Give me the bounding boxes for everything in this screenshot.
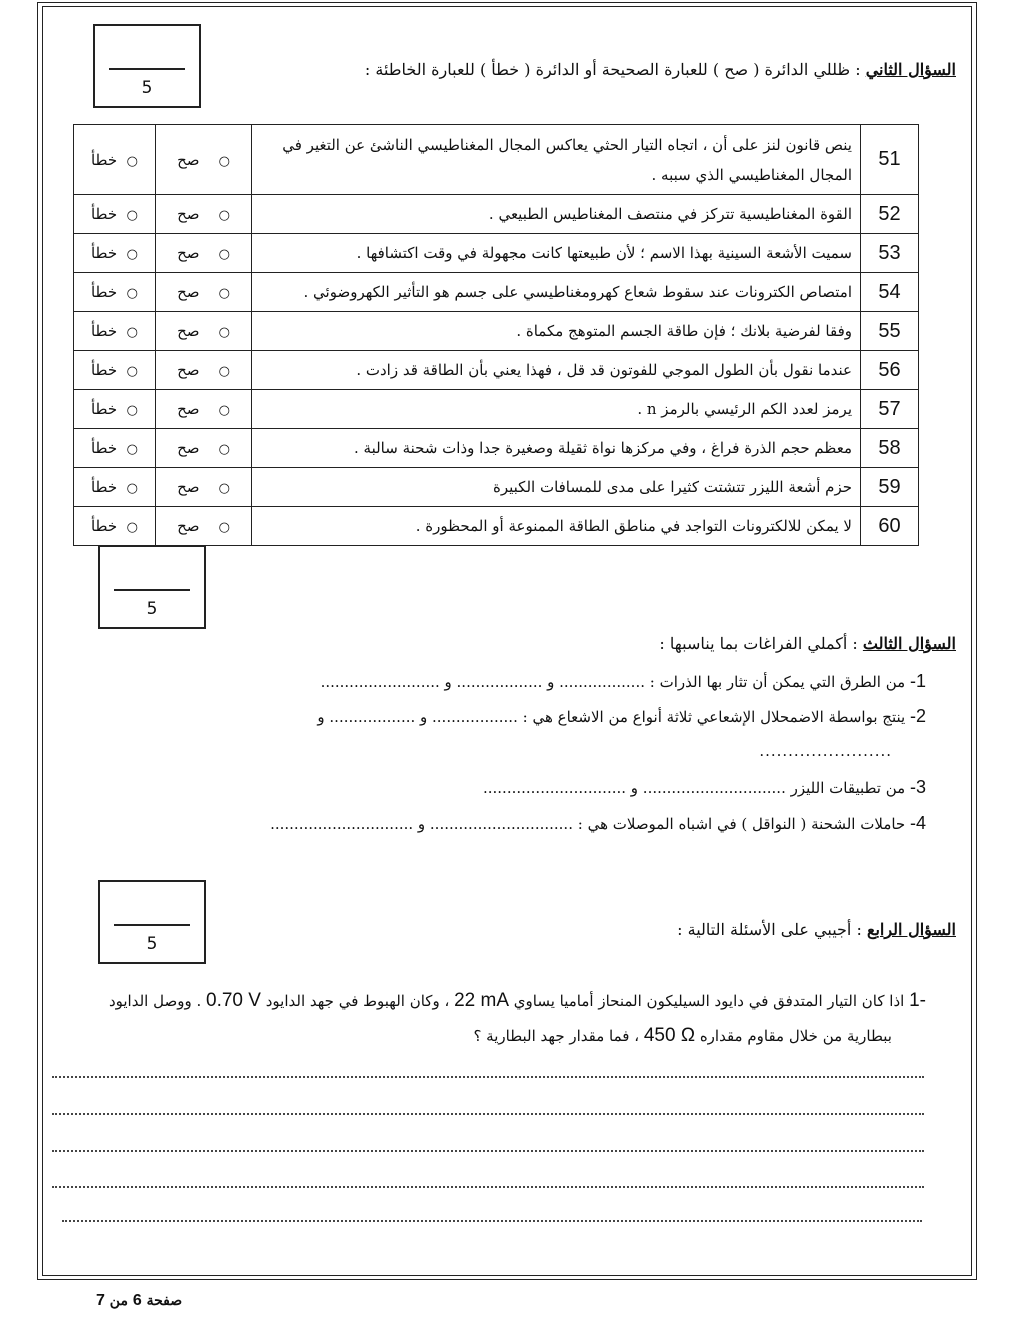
q4-heading [677,920,956,939]
tf-row-number: 59 [861,468,919,507]
tf-row [74,390,919,429]
q3-item-4-blanks[interactable]: .............................. و .............................. [270,815,573,833]
tf-row-statement: القوة المغناطيسية تتركز في منتصف المغناطيس الطبيعي . [252,195,861,234]
true-radio-icon[interactable]: ○ [218,325,230,340]
tf-row-statement: وفقا لفرضية بلانك ؛ فإن طاقة الجسم المتوهج مكماة . [252,312,861,351]
q4-current-value: 22 mA [454,990,510,1011]
answer-line-3[interactable] [52,1150,924,1152]
tf-row [74,273,919,312]
tf-row-number: 51 [861,125,919,195]
false-radio-icon[interactable]: ○ [126,325,139,340]
answer-line-2[interactable] [52,1113,924,1115]
q3-item-2-continuation[interactable] [759,742,892,760]
false-option-label: خطأ [90,361,118,379]
tf-row [74,312,919,351]
q3-item-2 [56,706,926,727]
q4-num: 1- [909,990,926,1011]
false-option-label: خطأ [90,283,118,301]
q3-item-4-text: حاملات الشحنة ( النواقل ) في اشباه الموصلات هي : [577,815,906,833]
q3-item-3 [483,777,926,798]
true-option-label: صح [177,244,200,262]
true-radio-icon[interactable]: ○ [218,442,230,457]
true-radio-icon[interactable]: ○ [218,153,230,169]
true-false-table [73,124,919,546]
false-option-label: خطأ [90,244,118,262]
tf-row-number: 52 [861,195,919,234]
q3-item-1-num: 1- [909,671,926,691]
q3-item-4-num: 4- [909,813,926,833]
q4-text-d: ببطارية من خلال مقاوم مقداره [699,1027,892,1045]
q4-resistance-value: 450 Ω [643,1025,696,1046]
false-option[interactable] [74,125,156,195]
false-option-label: خطأ [90,478,118,496]
q4-score-box[interactable] [98,880,206,964]
true-radio-icon[interactable]: ○ [218,247,230,262]
q2-heading [365,60,956,79]
true-option[interactable] [156,234,252,273]
true-option-label: صح [177,283,200,301]
true-option-label: صح [177,478,200,496]
true-option[interactable] [156,312,252,351]
true-option-label: صح [177,322,200,340]
true-option-label: صح [177,205,200,223]
true-radio-icon[interactable]: ○ [218,208,230,223]
q4-voltage-value: 0.70 V [206,990,261,1011]
true-option[interactable] [156,351,252,390]
true-option[interactable] [156,507,252,546]
tf-row [74,468,919,507]
tf-row-number: 55 [861,312,919,351]
q4-text-a: اذا كان التيار المتدفق في دايود السيليكون المنحاز أماميا يساوي [513,992,905,1010]
true-radio-icon[interactable]: ○ [218,364,230,379]
false-radio-icon[interactable]: ○ [126,247,139,262]
q3-label: السؤال الثالث [862,634,956,653]
false-option-label: خطأ [90,150,118,169]
true-option[interactable] [156,195,252,234]
true-radio-icon[interactable]: ○ [218,403,230,418]
false-radio-icon[interactable]: ○ [126,153,139,169]
tf-row-statement: يرمز لعدد الكم الرئيسي بالرمز n . [252,390,861,429]
false-option[interactable] [74,234,156,273]
false-option-label: خطأ [90,517,118,535]
false-option-label: خطأ [90,322,118,340]
false-option[interactable] [74,312,156,351]
tf-row [74,195,919,234]
q3-item-2-cont-blank[interactable]: ....................... [759,742,892,760]
q2-label: السؤال الثاني [865,60,956,79]
true-option[interactable] [156,125,252,195]
tf-row [74,429,919,468]
false-radio-icon[interactable]: ○ [126,442,139,457]
tf-row-number: 56 [861,351,919,390]
false-option[interactable] [74,273,156,312]
true-option-label: صح [177,400,200,418]
tf-row-number: 58 [861,429,919,468]
false-option[interactable] [74,468,156,507]
q3-item-2-text: ينتج بواسطة الاضمحلال الإشعاعي ثلاثة أنواع من الاشعاع هي : [522,708,906,726]
q3-item-1 [321,671,926,692]
false-option[interactable] [74,351,156,390]
q4-score-max: 5 [146,934,158,954]
tf-row [74,351,919,390]
q3-item-3-num: 3- [909,777,926,797]
true-radio-icon[interactable]: ○ [218,481,230,496]
true-option-label: صح [177,517,200,535]
true-radio-icon[interactable]: ○ [218,520,230,535]
true-option[interactable] [156,429,252,468]
q3-item-3-blanks[interactable]: .............................. و .............................. [482,779,786,797]
footer-total: 7 [96,1292,105,1309]
answer-line-5[interactable] [62,1220,922,1222]
true-option-label: صح [177,361,200,379]
tf-row-statement: امتصاص الكترونات عند سقوط شعاع كهرومغناطيسي على جسم هو التأثير الكهروضوئي . [252,273,861,312]
answer-line-1[interactable] [52,1076,924,1078]
tf-row-number: 57 [861,390,919,429]
q2-score-box[interactable] [93,24,201,108]
tf-row [74,125,919,195]
false-option-label: خطأ [90,439,118,457]
false-radio-icon[interactable]: ○ [126,520,139,535]
tf-row-statement: عندما نقول بأن الطول الموجي للفوتون قد قل ، فهذا يعني بأن الطاقة قد زادت . [252,351,861,390]
true-radio-icon[interactable]: ○ [218,286,230,301]
q3-item-4 [270,813,926,834]
q3-score-box[interactable] [98,545,206,629]
q2-score-max: 5 [141,78,153,98]
false-option[interactable] [74,429,156,468]
q4-question-line-2 [473,1025,892,1047]
tf-row [74,234,919,273]
tf-row-number: 54 [861,273,919,312]
tf-row-number: 53 [861,234,919,273]
tf-row-number: 60 [861,507,919,546]
q3-score-max: 5 [146,599,158,619]
tf-row-statement: معظم حجم الذرة فراغ ، وفي مركزها نواة ثقيلة وصغيرة جدا وذات شحنة سالبة . [252,429,861,468]
footer-page: 6 [132,1292,142,1309]
q4-text-e: ، فما مقدار جهد البطارية ؟ [473,1027,640,1045]
footer-of: من [109,1293,128,1309]
answer-line-4[interactable] [52,1186,924,1188]
false-option-label: خطأ [90,205,118,223]
true-option[interactable] [156,390,252,429]
q2-instruction: : ظللي الدائرة ( صح ) للعبارة الصحيحة أو الدائرة ( خطأ ) للعبارة الخاطئة : [364,60,861,79]
false-radio-icon[interactable]: ○ [126,403,139,418]
false-radio-icon[interactable]: ○ [126,208,139,223]
true-option-label: صح [177,439,200,457]
tf-row-statement: لا يمكن للالكترونات التواجد في مناطق الطاقة الممنوعة أو المحظورة . [252,507,861,546]
true-option[interactable] [156,273,252,312]
false-option[interactable] [74,507,156,546]
q3-item-2-blanks[interactable]: .................. و .................. و [317,708,518,726]
q3-heading [659,634,956,653]
true-option-label: صح [177,150,200,169]
q3-instruction: : أكملي الفراغات بما يناسبها : [659,634,858,653]
tf-row-statement: سميت الأشعة السينية بهذا الاسم ؛ لأن طبيعتها كانت مجهولة في وقت اكتشافها . [252,234,861,273]
false-radio-icon[interactable]: ○ [126,364,139,379]
false-option[interactable] [74,195,156,234]
page-footer [96,1292,182,1310]
tf-row [74,507,919,546]
tf-row-statement: حزم أشعة الليزر تتشتت كثيرا على مدى للمسافات الكبيرة [252,468,861,507]
q3-item-1-text: من الطرق التي يمكن أن تثار بها الذرات : [649,673,906,691]
false-radio-icon[interactable]: ○ [126,481,139,496]
false-option-label: خطأ [90,400,118,418]
tf-row-statement: ينص قانون لنز على أن ، اتجاه التيار الحثي يعاكس المجال المغناطيسي الناشئ عن التغير في المجال المغناطيسي الذي سببه . [252,125,861,195]
q4-text-c: . ووصل الدايود [108,992,202,1010]
true-option[interactable] [156,468,252,507]
false-radio-icon[interactable]: ○ [126,286,139,301]
q4-question-line-1 [56,990,926,1012]
q3-item-3-text: من تطبيقات الليزر [790,779,906,797]
q4-instruction: : أجيبي على الأسئلة التالية : [677,920,862,939]
q3-item-1-blanks[interactable]: .................. و .................. و ......................... [320,673,645,691]
q3-item-2-num: 2- [909,706,926,726]
footer-prefix: صفحة [146,1293,183,1309]
false-option[interactable] [74,390,156,429]
q4-label: السؤال الرابع [866,920,956,939]
q4-text-b: ، وكان الهبوط في جهد الدايود [265,992,450,1010]
